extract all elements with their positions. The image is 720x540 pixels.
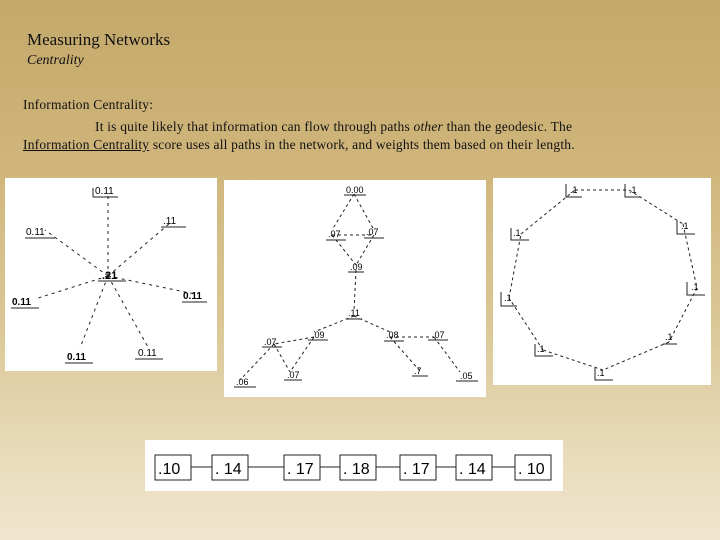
body-line-1-emphasis: other <box>413 119 443 134</box>
line-node-7-value: . 10 <box>518 461 545 478</box>
star-top-value: 0.11 <box>95 186 114 197</box>
star-lower-right-value: 0.11 <box>138 348 157 359</box>
line-network-diagram <box>145 440 563 491</box>
tree-mid-right-value: .07 <box>366 227 379 237</box>
line-node-4-value: . 18 <box>343 461 370 478</box>
body-line-2-rest: score uses all paths in the network, and weights them based on their length. <box>149 137 575 152</box>
line-node-3-value: . 17 <box>287 461 314 478</box>
line-network-panel <box>145 440 563 491</box>
star-network-diagram <box>5 178 217 371</box>
star-center-value: .21 <box>102 270 118 282</box>
tree-left-top-value: .07 <box>264 337 277 347</box>
tree-left-arm-value: .09 <box>312 330 325 340</box>
slide-title: Measuring Networks <box>27 30 171 49</box>
star-right-value: 0.11 <box>183 291 202 302</box>
star-upper-left-value: 0.11 <box>26 227 45 238</box>
tree-center-value: .11 <box>348 308 360 318</box>
line-node-5-value: . 17 <box>403 461 430 478</box>
tree-network-diagram <box>224 180 486 397</box>
ring-node-4-value: .1 <box>691 282 699 292</box>
line-node-6-value: . 14 <box>459 461 486 478</box>
info-centrality-term: Information Centrality <box>23 137 150 152</box>
tree-right-top-value: .07 <box>432 330 445 340</box>
tree-right-leaf-2-value: .05 <box>460 371 473 381</box>
line-node-2-value: . 14 <box>215 461 242 478</box>
ring-node-9-value: .1 <box>513 228 521 238</box>
star-upper-right-value: .11 <box>163 216 177 227</box>
body-line-2 <box>23 137 575 153</box>
body-line-1 <box>95 119 572 135</box>
tree-right-arm-value: .08 <box>386 330 399 340</box>
ring-node-3-value: .1 <box>681 221 689 231</box>
star-left-value: 0.11 <box>12 297 31 308</box>
tree-lower-mid-value: .09 <box>350 262 363 272</box>
star-lower-left-value: 0.11 <box>67 352 86 363</box>
ring-node-5-value: .1 <box>665 332 673 342</box>
ring-node-6-value: .1 <box>597 368 605 378</box>
slide-subtitle: Centrality <box>27 53 84 68</box>
tree-mid-left-value: .07 <box>328 229 341 239</box>
ring-node-2-value: .1 <box>629 185 637 195</box>
ring-node-8-value: .1 <box>504 293 512 303</box>
ring-network-diagram <box>493 178 711 385</box>
tree-right-leaf-1-value: .7 <box>414 366 422 376</box>
line-node-1-value: .10 <box>158 461 181 478</box>
ring-node-1-value: .1 <box>570 185 578 195</box>
tree-left-leaf-1-value: .06 <box>236 377 249 387</box>
body-line-1-suffix: than the geodesic. The <box>443 119 573 134</box>
star-network-panel <box>5 178 217 371</box>
tree-top-value: 0.00 <box>346 185 364 195</box>
tree-network-panel <box>224 180 486 397</box>
tree-left-leaf-2-value: .07 <box>287 370 300 380</box>
section-heading: Information Centrality: <box>23 97 154 112</box>
ring-network-panel <box>493 178 711 385</box>
body-line-1-prefix: It is quite likely that information can flow through paths <box>95 119 414 134</box>
ring-node-7-value: .1 <box>537 344 545 354</box>
